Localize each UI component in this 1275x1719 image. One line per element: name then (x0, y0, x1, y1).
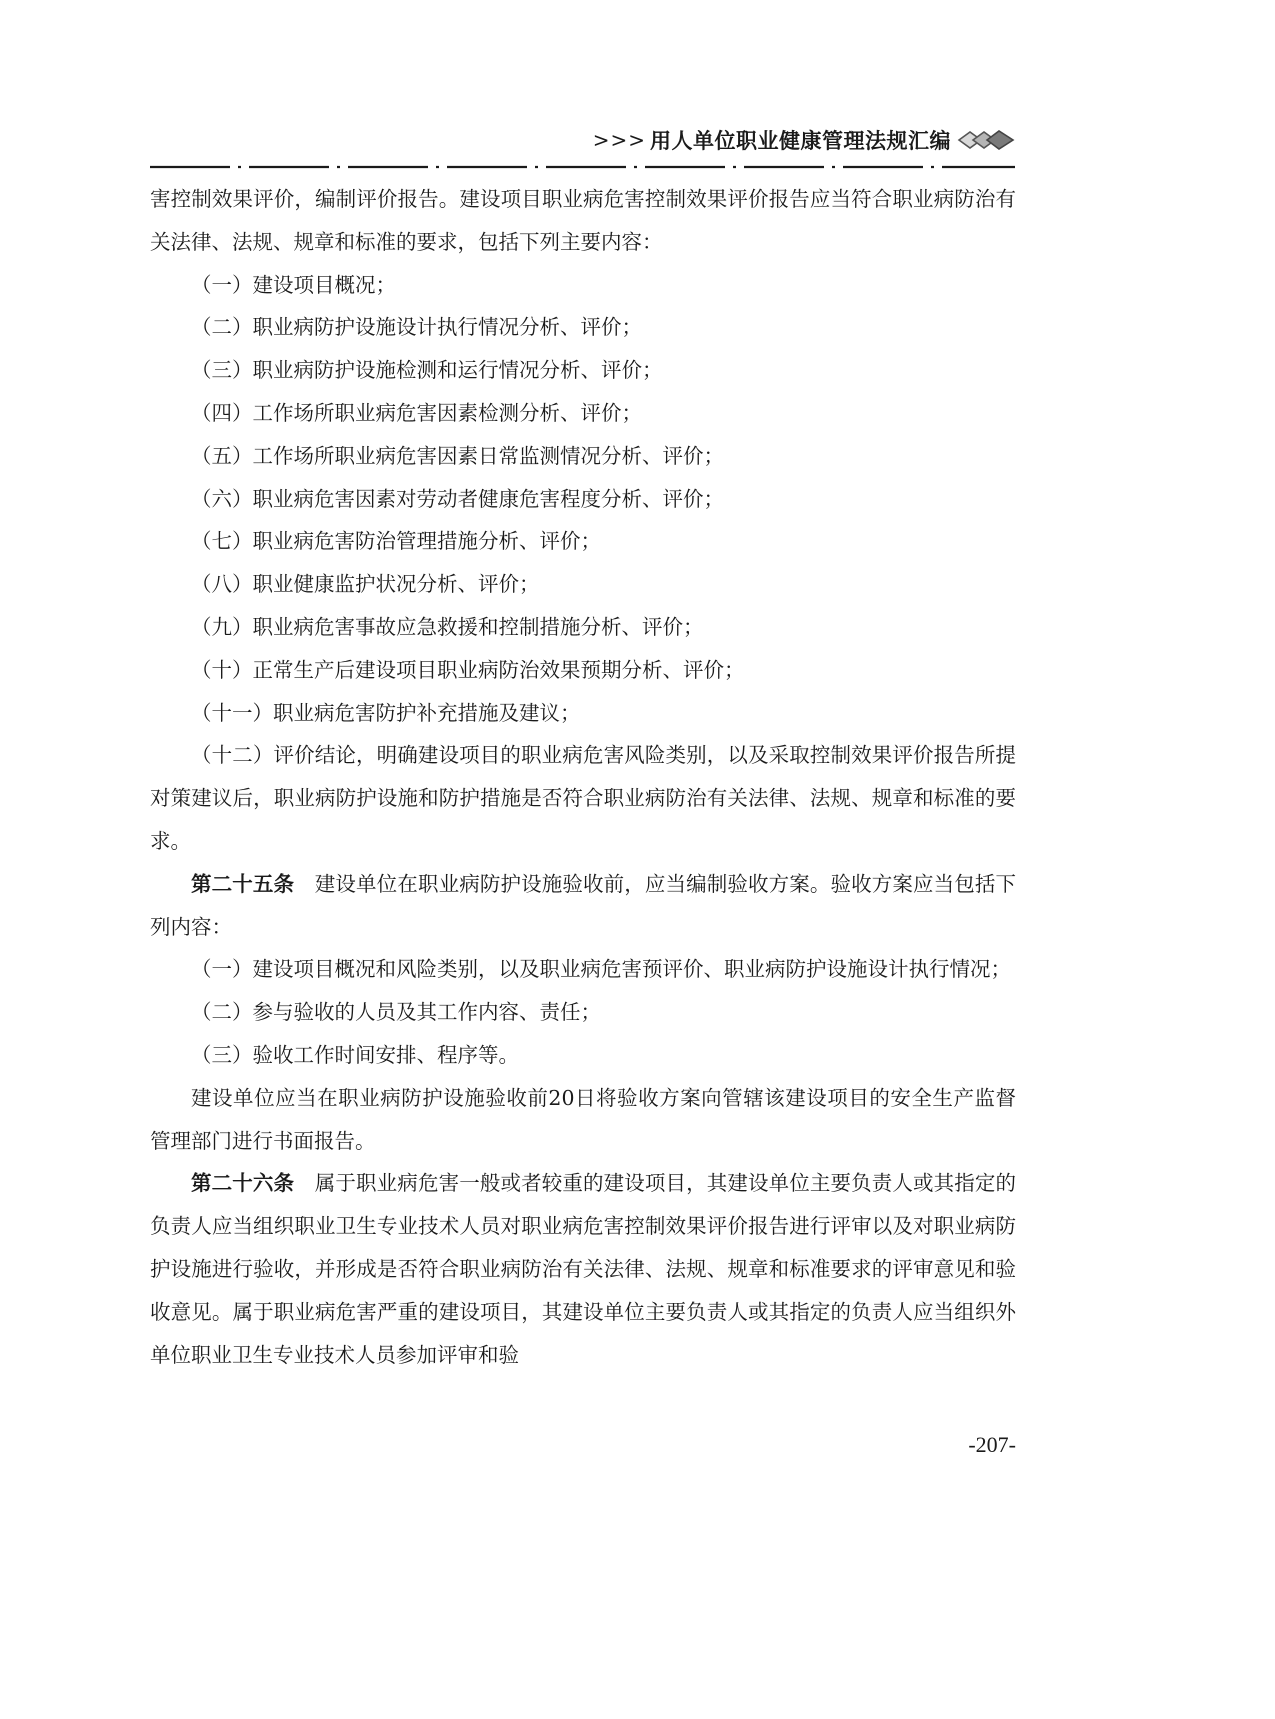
paragraph-text: （一）建设项目概况和风险类别，以及职业病危害预评价、职业病防护设施设计执行情况； (191, 957, 1011, 982)
paragraph (150, 178, 1016, 264)
paragraph-text: （三）职业病防护设施检测和运行情况分析、评价； (191, 358, 663, 383)
page-number: -207- (968, 1432, 1016, 1457)
paragraph (150, 692, 1016, 735)
article-paragraph (150, 863, 1016, 949)
paragraph-text: （五）工作场所职业病危害因素日常监测情况分析、评价； (191, 443, 724, 468)
article-paragraph (150, 1162, 1016, 1376)
paragraph (150, 478, 1016, 521)
paragraph-text: （十二）评价结论，明确建设项目的职业病危害风险类别，以及采取控制效果评价报告所提对策建议后，职业病防护设施和防护措施是否符合职业病防治有关法律、法规、规章和标准的要求。 (150, 743, 1016, 853)
paragraph (150, 948, 1016, 991)
paragraph-text: （二）参与验收的人员及其工作内容、责任； (191, 1000, 601, 1025)
paragraph-text: （一）建设项目概况； (191, 272, 396, 297)
body-text (150, 178, 1016, 1376)
article-number: 第二十五条 (191, 871, 295, 896)
paragraph-text: （二）职业病防护设施设计执行情况分析、评价； (191, 315, 642, 340)
paragraph-text: （六）职业病危害因素对劳动者健康危害程度分析、评价； (191, 486, 724, 511)
paragraph (150, 734, 1016, 862)
paragraph (150, 264, 1016, 307)
paragraph-text: （八）职业健康监护状况分析、评价； (191, 572, 540, 597)
paragraph-text: （九）职业病危害事故应急救援和控制措施分析、评价； (191, 614, 704, 639)
article-number: 第二十六条 (191, 1171, 295, 1196)
paragraph (150, 606, 1016, 649)
running-header (0, 118, 1015, 162)
paragraph (150, 1034, 1016, 1077)
paragraph (150, 392, 1016, 435)
header-arrows: >>> (592, 128, 646, 152)
header-diamond-logo-icon (957, 129, 1015, 151)
paragraph (150, 563, 1016, 606)
paragraph (150, 991, 1016, 1034)
paragraph-text: 属于职业病危害一般或者较重的建设项目，其建设单位主要负责人或其指定的负责人应当组织职业卫生专业技术人员对职业病危害控制效果评价报告进行评审以及对职业病防护设施进行验收，并形成是否符合职业病防治有关法律、法规、规章和标准要求的评审意见和验收意见。属于职业病危害严重的建设项目，其建设单位主要负责人或其指定的负责人应当组织外单位职业卫生专业技术人员参加评审和验 (150, 1171, 1017, 1367)
paragraph (150, 520, 1016, 563)
paragraph (150, 1077, 1016, 1163)
paragraph (150, 349, 1016, 392)
paragraph (150, 649, 1016, 692)
paragraph-text: （四）工作场所职业病危害因素检测分析、评价； (191, 400, 642, 425)
paragraph (150, 435, 1016, 478)
paragraph-text: 建设单位应当在职业病防护设施验收前20日将验收方案向管辖该建设项目的安全生产监督管理部门进行书面报告。 (150, 1085, 1016, 1153)
header-rule (150, 164, 1015, 170)
paragraph (150, 306, 1016, 349)
paragraph-text: （十一）职业病危害防护补充措施及建议； (191, 700, 581, 725)
paragraph-text: （七）职业病危害防治管理措施分析、评价； (191, 529, 601, 554)
header-title: 用人单位职业健康管理法规汇编 (650, 129, 951, 153)
paragraph-text: （三）验收工作时间安排、程序等。 (191, 1042, 519, 1067)
paragraph-text: 建设单位在职业病防护设施验收前，应当编制验收方案。验收方案应当包括下列内容： (150, 871, 1017, 939)
paragraph-text: 害控制效果评价，编制评价报告。建设项目职业病危害控制效果评价报告应当符合职业病防治有关法律、法规、规章和标准的要求，包括下列主要内容： (150, 187, 1016, 254)
paragraph-text: （十）正常生产后建设项目职业病防治效果预期分析、评价； (191, 657, 745, 682)
